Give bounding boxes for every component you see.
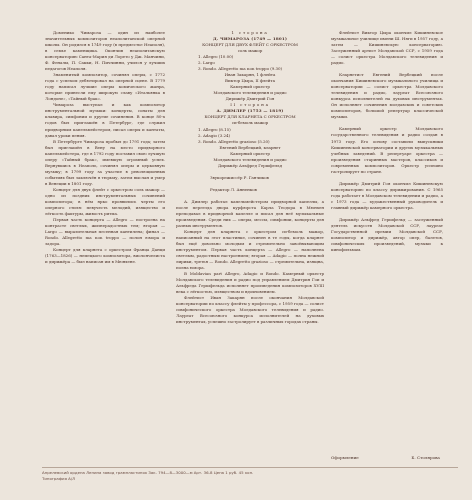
work-1-performer: Виктор Цыра, II флейта bbox=[225, 78, 275, 84]
middle-paragraph: Флейтист Иван Закарян после окончания Молдавской консерватории по классу флейты у профессора, с 1959 года — солист симфонического оркестра Молдавского телевидения и радио. Лауреат Всесоюзного конкурса исполнителей на духовых инструментах, успешно гастролирует в различных городах страны. bbox=[176, 295, 324, 325]
right-paragraph: Кларнетист Евгений Вербецкий после окончания Кишиневского музыкального училища и консерватории — солист оркестра Молдавского телевидения и радио, лауреат Всесоюзного конкурса исполнителей на духовых инструментах. Он исполняет сочинения молдавских и советских композиторов, большой репертуар классической музыки. bbox=[331, 72, 443, 120]
footer-printer: Типография А/Л bbox=[42, 476, 76, 481]
work-2-subtitle: КОНЦЕРТ ДЛЯ КЛАРНЕТА С ОРКЕСТРОМ bbox=[204, 114, 296, 120]
work-1-performer: Дирижёр Дмитрий Гоя bbox=[225, 96, 275, 102]
left-paragraph: Знаменитый композитор, сочинял оперы, с 1772 года с успехом дебютировал на оперной сцене. В 1779 году написал лучшие оперы комического жанра, которые принесли ему широкую славу «Итальянка в Лондоне», «Тайный брак». bbox=[45, 72, 165, 102]
work-1-performer: Камерный оркестр bbox=[230, 84, 270, 90]
work-2-performer: Молдавского телевидения и радио bbox=[213, 156, 287, 162]
work-1-track: 2. Largo bbox=[198, 60, 215, 66]
right-paragraph: Флейтист Виктор Цыра окончил Кишиневское музыкальное училище имени Ш. Няги в 1957 году, а затем — Кишиневскую консерваторию. Заслуженный артист Молдавской ССР, с 1959 года — солист оркестра Молдавского телевидения и радио. bbox=[331, 30, 443, 66]
right-column-text bbox=[331, 30, 443, 253]
footer-divider bbox=[42, 467, 458, 468]
left-paragraph: Концерт для кларнета с оркестром Франца Данци (1763—1826) — немецкого композитора, виолончелиста и дирижёра — был написан им в Мюнхене. bbox=[45, 247, 165, 265]
left-paragraph: Чимароза выступал и как композитор инструментальной музыки: концерты, сонаты для клавира, симфонии и другие сочинения. В конце 80-х годов был приглашён в Петербург, где служил придворным капельмейстером, писал оперы и кантаты, давал уроки пения. bbox=[45, 102, 165, 138]
work-2-performer: Евгений Вербецкий, кларнет bbox=[219, 144, 281, 150]
middle-column bbox=[176, 30, 324, 325]
middle-paragraph: Концерт для кларнета с оркестром си-бемоль мажор, написанный на этот пластинке, сочинен в те годы, когда кларнет был ещё довольно молодым и стремительно завоёвывающим инструментом. Первая часть концерта — Allegro — наполнена светлым, радостным настроением; вторая — Adagio — полна нежной лирики, третья — Rondo. Allegretto grazioso — стремительна, изящна, полна юмора. bbox=[176, 228, 324, 271]
sound-engineer-credit: Звукорежиссёр Р. Ганчиков bbox=[210, 174, 269, 180]
left-paragraph: Первая часть концерта — Allegro — построена на контрасте светлых, жизнерадостных тем; вторая — Largo — выразительная песенная кантилена; финал — Rondo. Allegretto ma non troppo — полон юмора и задора. bbox=[45, 216, 165, 247]
design-credit bbox=[331, 455, 440, 460]
work-2-track: 2. Adagio (3.24) bbox=[198, 132, 231, 138]
work-1-performer: Молдавского телевидения и радио bbox=[213, 90, 287, 96]
middle-paragraph: А. Димлер работал капельмейстером придворной капеллы, а после переезда двора курфюрста Карла Теодора в Мюнхен преподавал в придворной капелле и писал для неё музыкальные произведения. Среди них — оперы, мессы, симфонии, концерты для разных инструментов. bbox=[176, 198, 324, 228]
design-credit-name: Б. Столярова bbox=[411, 455, 440, 460]
work-2-title: А. ДИМЛЕР (1753 — 1819) bbox=[216, 108, 284, 114]
work-2-track: 1. Allegro (8.15) bbox=[198, 126, 231, 132]
work-2-performer: Дирижёр Альфред Гершфельд bbox=[217, 162, 283, 168]
work-2-key: си-бемоль мажор bbox=[231, 120, 269, 126]
left-paragraph: Доменико Чимароза — один из наиболее значительных композиторов неаполитанской оперной школы. Он родился в 1749 году (в предместье Неаполя), в семье каменщика. Окончив неаполитанскую консерваторию Санта-Мария ди Лорето у Дж. Манчини, Ф. Феналы, П. Сакки, Н. Пиччинни, учился у лучших педагогов Неаполя. bbox=[45, 30, 165, 72]
right-paragraph: Дирижёр Альфред Гершфельд — заслуженный деятель искусств Молдавской ССР, лауреат Государственной премии Молдавской ССР, композитор и дирижёр, автор опер, балетов, симфонических произведений, музыки к кинофильмам. bbox=[331, 216, 443, 252]
work-1-title: Д. ЧИМАРОЗА (1749 — 1801) bbox=[212, 36, 288, 42]
right-paragraph: Дирижёр Дмитрий Гоя окончил Кишиневскую консерваторию по классу дирижирования. С 1965 года работает в Молдавском телевидении и радио, а с 1973 года — художественный руководитель и главный дирижёр камерного оркестра. bbox=[331, 180, 443, 210]
work-2-performer: Камерный оркестр bbox=[230, 150, 270, 156]
left-paragraph: В Петербурге Чимароза пробыл до 1791 года; затем был приглашён в Вену на место придворного капельмейстера, где в 1792 году поставил свою лучшую оперу «Тайный брак», имевшую огромный успех. Вернувшись в Неаполь, сочинял оперы и церковную музыку; в 1799 году за участие в революционных событиях был заключён в тюрьму, затем выслан и умер в Венеции в 1801 году. bbox=[45, 138, 165, 186]
work-2-track: 3. Rondo. Allegretto grazioso (5.20) bbox=[198, 138, 270, 144]
side-1-label: 1 сторона bbox=[231, 30, 269, 35]
left-paragraph: Концерт для двух флейт с оркестром соль мажор — одно из поздних инструментальных сочинений композитора; в нём ярко проявились черты его оперного стиля: певучесть мелодий, изящество и лёгкость фактуры, живость ритма. bbox=[45, 186, 165, 216]
footer-imprint: Апрелевский ордена Ленина завод грампластинок Зак. 794—8—3000—м Арт. 36-8 Цена 1 руб. 45 коп. bbox=[42, 470, 254, 475]
work-1-track: 1. Allegro (10.00) bbox=[198, 54, 234, 60]
left-column-text bbox=[45, 30, 165, 265]
editor-credit: Редактор Л. Анненков bbox=[210, 186, 257, 192]
work-1-key: соль мажор bbox=[237, 48, 263, 54]
middle-paragraph: В Moldavian part Allegro, Adagio и Rondo. Камерный оркестр Молдавского телевидения и радио под управлением Дмитрия Гои и Альфреда Гершфельда исполняет произведения композиторов XVIII века с лёгкостью, изяществом и вдохновением. bbox=[176, 271, 324, 295]
design-credit-label: Оформление bbox=[331, 455, 359, 460]
work-1-performer: Иван Закарян, 1 флейта bbox=[224, 72, 276, 78]
right-paragraph: Камерный оркестр Молдавского государственного телевидения и радио создан в 1973 году. Его основу составили выпускники Кишиневской консерватории и других музыкальных учебных заведений. В репертуаре оркестра — произведения старинных мастеров, классиков и современных композиторов. Оркестр успешно гастролирует по стране. bbox=[331, 126, 443, 174]
work-1-subtitle: КОНЦЕРТ ДЛЯ ДВУХ ФЛЕЙТ С ОРКЕСТРОМ bbox=[202, 42, 298, 48]
work-1-track: 3. Rondo. Allegretto ma non troppo (9.30) bbox=[198, 66, 283, 72]
side-2-label: II сторона bbox=[230, 102, 270, 108]
